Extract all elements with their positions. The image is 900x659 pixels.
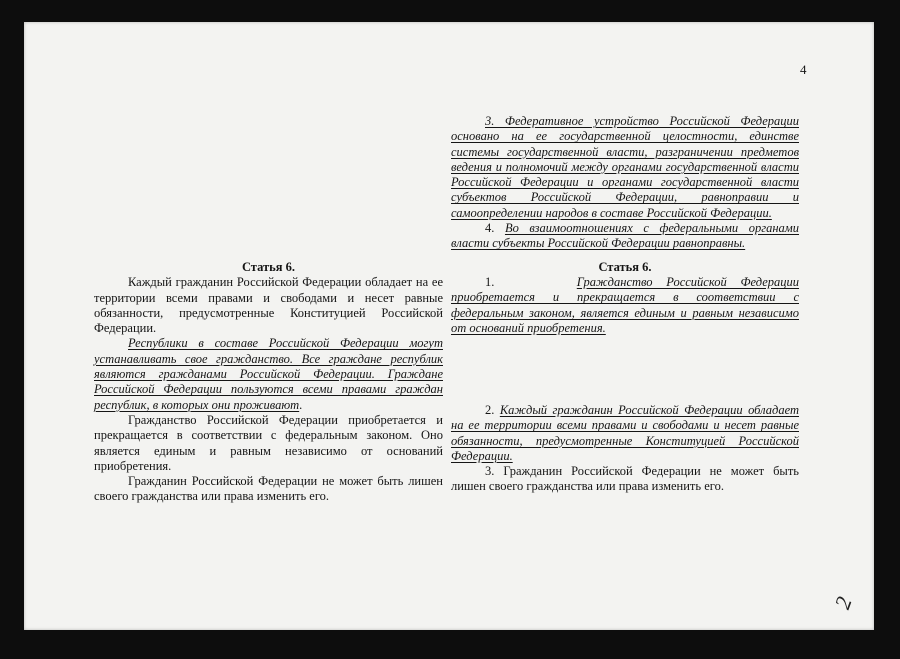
left-column [94, 260, 443, 505]
right-item-1-paragraph [451, 275, 799, 336]
right-item-1-text: Гражданство Российской Федерации приобретается и прекращается в соответствии с федеральным законом, является единым и равным независимо от оснований приобретения. [451, 275, 800, 335]
left-paragraph-2-end: . [299, 397, 303, 412]
right-paragraph-4-text: Во взаимоотношениях с федеральными органами власти субъекты Российской Федерации равноправны. [451, 221, 800, 251]
right-item-1 [451, 275, 799, 336]
document-page [24, 22, 874, 630]
right-paragraph-4-num: 4. [485, 221, 495, 236]
handwritten-mark: 2 [829, 593, 857, 613]
right-item-1-num: 1. [485, 275, 495, 289]
right-items-2-3 [451, 403, 799, 495]
left-article-heading: Статья 6. [241, 260, 296, 274]
right-paragraph-3 [451, 114, 799, 221]
right-item-2-paragraph [451, 403, 799, 464]
left-inserted-text: Республики в составе Российской Федерации могут устанавливать свое гражданство. Все граждане республик являются гражданами Российской Федерации. Граждане Российской Федерации пользуются всеми правами граждан республик, в которых они проживают [94, 336, 443, 412]
left-paragraph-2 [94, 336, 443, 412]
right-paragraph-4 [451, 221, 799, 252]
left-paragraph-1: Каждый гражданин Российской Федерации обладает на ее территории всеми правами и свободами и несет равные обязанности, предусмотренные Конституцией Российской Федерации. [94, 275, 443, 336]
page-number: 4 [800, 62, 807, 77]
right-item-2-num: 2. [485, 403, 495, 417]
right-article-heading: Статья 6. [598, 260, 652, 274]
left-paragraph-3: Гражданство Российской Федерации приобретается и прекращается в соответствии с федеральным законом. Оно является единым и равным независимо от оснований приобретения. [94, 412, 443, 473]
right-item-3-paragraph: 3. Гражданин Российской Федерации не может быть лишен своего гражданства или права изменить его. [451, 464, 799, 494]
right-heading-block [451, 260, 799, 275]
right-column-top [451, 114, 799, 252]
left-paragraph-4: Гражданин Российской Федерации не может быть лишен своего гражданства или права изменить его. [94, 474, 443, 504]
right-paragraph-3-text: 3. Федеративное устройство Российской Федерации основано на ее государственной целостности, единстве системы государственной власти, разграничении предметов ведения и полномочий между органами государственной власти Российской Федерации и органами государственной власти субъектов Российской Федерации, равноправии и самоопределении народов в составе Российской Федерации. [451, 114, 799, 220]
right-item-2-text: Каждый гражданин Российской Федерации обладает на ее территории всеми правами и свободами и несет равные обязанности, предусмотренные Конституцией Российской Федерации. [451, 403, 799, 463]
